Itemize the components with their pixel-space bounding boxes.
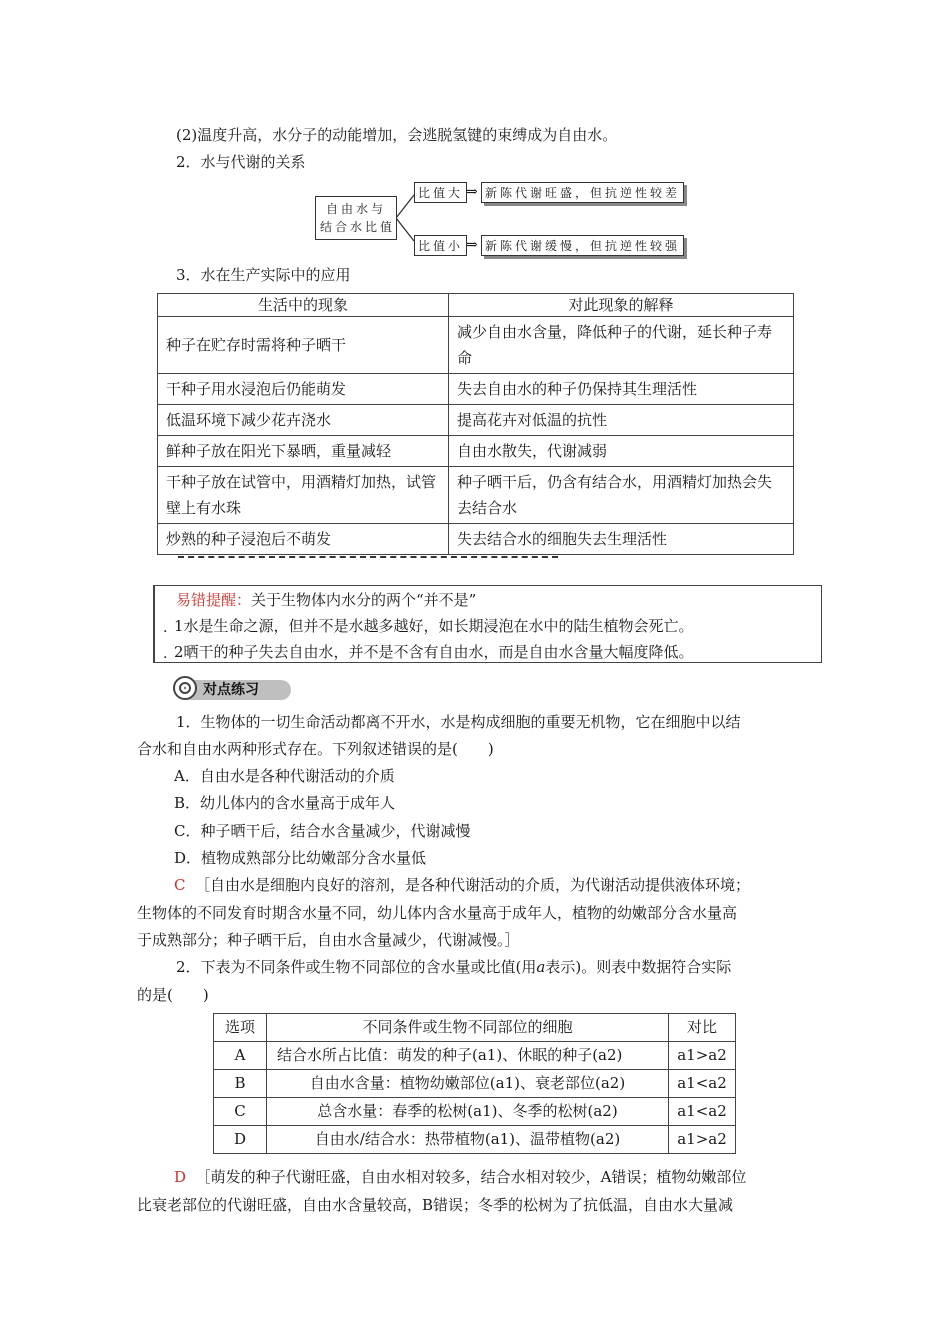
- table-cell: 自由水/结合水：热带植物(a1)、温带植物(a2): [267, 1126, 669, 1154]
- q1-explanation-line2: 生物体的不同发育时期含水量不同，幼儿体内含水量高于成年人，植物的幼嫩部分含水量高: [137, 904, 738, 922]
- table-row: [214, 1126, 736, 1154]
- dashed-divider: [178, 556, 558, 558]
- table-cell: 自由水含量：植物幼嫩部位(a1)、衰老部位(a2): [267, 1070, 669, 1098]
- q2-explanation-line1: [174, 1167, 746, 1187]
- q2-explanation-line2: 比衰老部位的代谢旺盛，自由水含量较高，B错误；冬季的松树为了抗低温，自由水大量减: [137, 1196, 734, 1214]
- q1-option-c: C．种子晒干后，结合水含量减少，代谢减慢: [174, 822, 471, 840]
- target-icon: [173, 676, 197, 700]
- table-row: [158, 405, 794, 436]
- table-cell: 总含水量：春季的松树(a1)、冬季的松树(a2): [267, 1098, 669, 1126]
- table-row: [158, 467, 794, 524]
- q2-answer: D: [174, 1168, 187, 1186]
- table-cell: 自由水散失，代谢减弱: [449, 436, 794, 467]
- q1-option-a: A．自由水是各种代谢活动的介质: [174, 767, 395, 785]
- arrow-icon: ⇒: [466, 184, 478, 200]
- q1-stem-line1: 1．生物体的一切生命活动都离不开水，水是构成细胞的重要无机物，它在细胞中以结: [176, 713, 741, 731]
- comparison-table: [213, 1013, 736, 1154]
- arrow-icon: ⇒: [466, 237, 478, 253]
- q1-explanation-text: ［自由水是细胞内良好的溶剂，是各种代谢活动的介质，为代谢活动提供液体环境；: [195, 876, 751, 894]
- table-cell: 低温环境下减少花卉浇水: [158, 405, 449, 436]
- table-row: [158, 436, 794, 467]
- table-header-cell: 对比: [669, 1014, 736, 1042]
- heading-water-application: 3．水在生产实际中的应用: [176, 266, 351, 284]
- table-cell: 种子在贮存时需将种子晒干: [158, 317, 449, 374]
- q2-stem-line1: [176, 957, 731, 977]
- q1-explanation-line3: 于成熟部分；种子晒干后，自由水含量减少，代谢减慢。］: [137, 931, 520, 949]
- table-row: [214, 1042, 736, 1070]
- table-cell: 鲜种子放在阳光下暴晒，重量减轻: [158, 436, 449, 467]
- q1-option-b: B．幼儿体内的含水量高于成年人: [174, 794, 396, 812]
- q2-stem-variable: a: [536, 958, 546, 976]
- q2-stem-part1: 2．下表为不同条件或生物不同部位的含水量或比值(用: [176, 958, 537, 976]
- heading-water-metabolism: 2．水与代谢的关系: [176, 153, 306, 171]
- table-cell: a1<a2: [669, 1070, 736, 1098]
- application-table: [157, 293, 794, 555]
- table-cell: 炒熟的种子浸泡后不萌发: [158, 524, 449, 555]
- diagram-result-low: 新陈代谢缓慢，但抗逆性较强: [481, 235, 684, 256]
- section-heading: [173, 676, 295, 702]
- diagram-root-line1: 自由水与: [325, 202, 386, 216]
- table-cell: a1>a2: [669, 1126, 736, 1154]
- table-cell: a1<a2: [669, 1098, 736, 1126]
- table-header-cell: 不同条件或生物不同部位的细胞: [267, 1014, 669, 1042]
- diagram-root-line2: 结合水比值: [320, 220, 396, 234]
- table-cell: 结合水所占比值：萌发的种子(a1)、休眠的种子(a2): [267, 1042, 669, 1070]
- table-row: [158, 317, 794, 374]
- table-cell: B: [214, 1070, 267, 1098]
- table-cell: A: [214, 1042, 267, 1070]
- table-cell: a1>a2: [669, 1042, 736, 1070]
- table-cell: 种子晒干后，仍含有结合水，用酒精灯加热会失去结合水: [449, 467, 794, 524]
- note-item-1: 1水是生命之源，但并不是水越多越好，如长期浸泡在水中的陆生植物会死亡。: [174, 617, 694, 635]
- diagram-root-box: [315, 196, 397, 240]
- note-item-2: 2晒干的种子失去自由水，并不是不含有自由水，而是自由水含量大幅度降低。: [174, 643, 694, 661]
- q1-explanation-line1: [174, 875, 750, 895]
- note-title: 关于生物体内水分的两个“并不是”: [251, 591, 477, 609]
- bullet-dot-icon: ·: [163, 624, 168, 640]
- table-row: [158, 374, 794, 405]
- q1-option-d: D．植物成熟部分比幼嫩部分含水量低: [174, 849, 427, 867]
- table-row: [214, 1098, 736, 1126]
- table-cell: 减少自由水含量，降低种子的代谢，延长种子寿命: [449, 317, 794, 374]
- note-title-line: [176, 590, 476, 610]
- table-header-cell: 对此现象的解释: [449, 294, 794, 317]
- table-header-cell: 生活中的现象: [158, 294, 449, 317]
- q2-explanation-text: ［萌发的种子代谢旺盛，自由水相对较多，结合水相对较少，A错误；植物幼嫩部位: [195, 1168, 747, 1186]
- table-cell: 提高花卉对低温的抗性: [449, 405, 794, 436]
- table-cell: 干种子放在试管中，用酒精灯加热，试管壁上有水珠: [158, 467, 449, 524]
- section-title: 对点练习: [203, 682, 259, 698]
- table-row: [158, 524, 794, 555]
- table-header-row: [214, 1014, 736, 1042]
- table-cell: D: [214, 1126, 267, 1154]
- table-cell: 失去结合水的细胞失去生理活性: [449, 524, 794, 555]
- q1-answer: C: [174, 876, 186, 894]
- q2-stem-line2: 的是( ): [137, 986, 209, 1004]
- q1-stem-line2: 合水和自由水两种形式存在。下列叙述错误的是( ): [137, 740, 494, 758]
- bullet-dot-icon: ·: [163, 650, 168, 666]
- item-2-text: (2)温度升高，水分子的动能增加，会逃脱氢键的束缚成为自由水。: [176, 126, 618, 144]
- diagram-result-high: 新陈代谢旺盛，但抗逆性较差: [481, 182, 684, 203]
- table-header-row: [158, 294, 794, 317]
- q2-stem-part2: 表示)。则表中数据符合实际: [545, 958, 732, 976]
- table-header-cell: 选项: [214, 1014, 267, 1042]
- table-cell: 失去自由水的种子仍保持其生理活性: [449, 374, 794, 405]
- note-label: 易错提醒：: [176, 591, 252, 609]
- table-row: [214, 1070, 736, 1098]
- table-cell: C: [214, 1098, 267, 1126]
- diagram-connectors: [0, 0, 950, 270]
- table-cell: 干种子用水浸泡后仍能萌发: [158, 374, 449, 405]
- diagram-ratio-high: 比值大: [414, 182, 467, 203]
- diagram-ratio-low: 比值小: [414, 235, 467, 256]
